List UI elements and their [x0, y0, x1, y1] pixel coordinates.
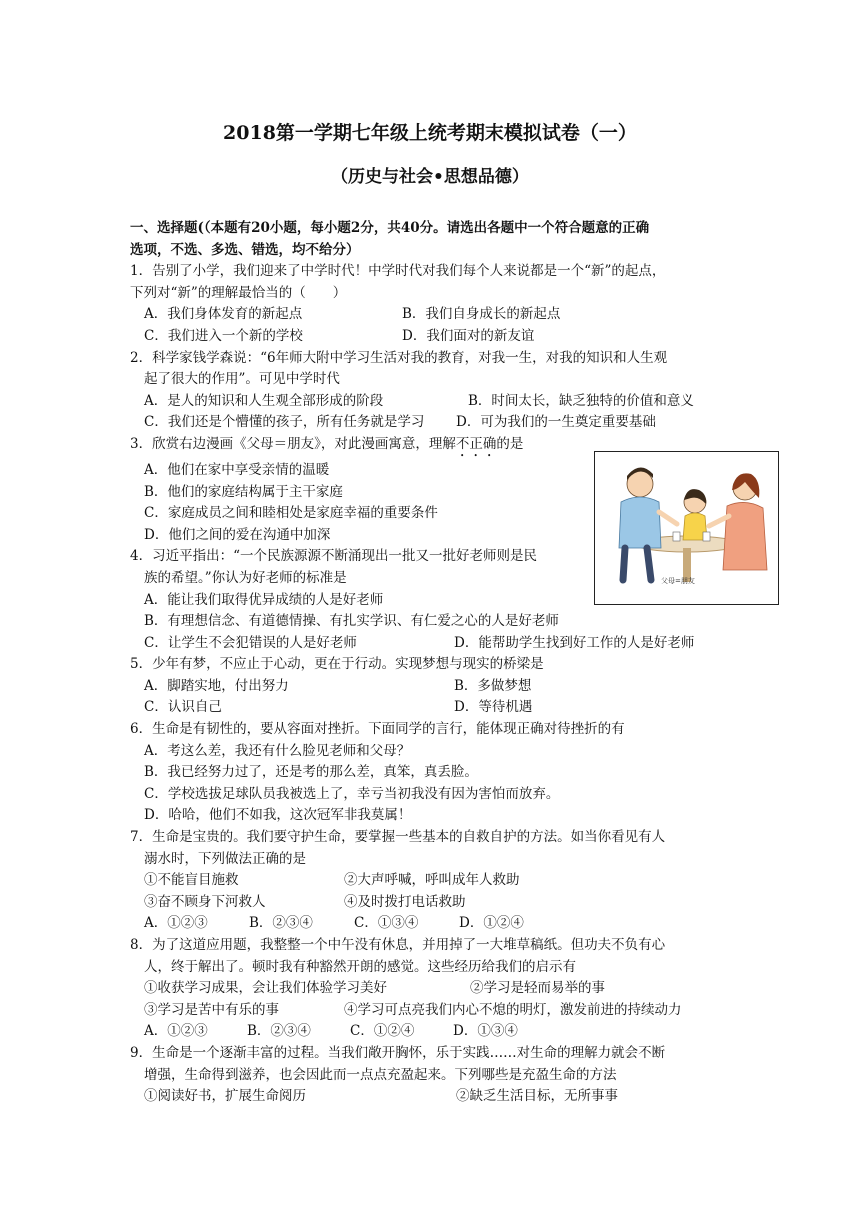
q4-option-b: B．有理想信念、有道德情操、有扎实学识、有仁爱之心的人是好老师 [144, 613, 559, 630]
q7-stem-line-1: 7．生命是宝贵的。我们要守护生命，要掌握一些基本的自救自护的方法。如当你看见有人 [130, 829, 666, 846]
q6-option-b: B．我已经努力过了，还是考的那么差，真笨，真丢脸。 [144, 764, 478, 781]
q2-option-b: B．时间太长，缺乏独特的价值和意义 [468, 392, 694, 409]
section-heading-line-1: 一、选择题(（本题有20小题，每小题2分，共40分。请选出各题中一个符合题意的正确 [130, 220, 650, 236]
section-heading-line-2: 选项，不选、多选、错选，均不给分） [130, 241, 360, 258]
q8-option-b: B．②③④ [247, 1023, 311, 1040]
q9-stem-line-2: 增强，生命得到滋养，也会因此而一点点充盈起来。下列哪些是充盈生命的方法 [144, 1066, 617, 1083]
q3-option-b: B．他们的家庭结构属于主干家庭 [144, 483, 343, 500]
q2-options-row-2 [130, 412, 740, 434]
q7-items-row-2 [130, 892, 740, 914]
q1-option-c: C．我们进入一个新的学校 [144, 327, 303, 344]
q1-options-row-2 [130, 326, 740, 348]
q4-option-d: D．能帮助学生找到好工作的人是好老师 [454, 634, 695, 651]
q1-options-row-1 [130, 304, 740, 326]
q8-stem-line-1: 8．为了这道应用题，我整整一个中午没有休息，并用掉了一大堆草稿纸。但功夫不负有心 [130, 937, 666, 953]
q7-option-c: C．①③④ [354, 915, 419, 932]
q7-item-2: ②大声呼喊，呼叫成年人救助 [344, 872, 520, 889]
q2-stem-line-1: 2．科学家钱学森说：“6年师大附中学习生活对我的教育，对我一生，对我的知识和人生观 [130, 349, 668, 366]
q3-stem-emphasis: 不正确 [455, 435, 497, 452]
q9-stem-line-1: 9．生命是一个逐渐丰富的过程。当我们敞开胸怀，乐于实践……对生命的理解力就会不断 [130, 1044, 666, 1061]
q7-option-d: D．①②④ [459, 915, 524, 932]
q1-option-a: A．我们身体发育的新起点 [144, 306, 303, 323]
q7-option-a: A．①②③ [144, 915, 208, 932]
q1-stem-line-1: 1．告别了小学，我们迎来了中学时代！中学时代对我们每个人来说都是一个“新”的起点， [130, 263, 666, 280]
q3-option-a: A．他们在家中享受亲情的温暖 [144, 461, 330, 478]
q4-option-a: A．能让我们取得优异成绩的人是好老师 [144, 591, 384, 608]
exam-title: 2018第一学期七年级上统考期末模拟试卷（一） [223, 122, 637, 144]
question-content [130, 218, 740, 1108]
q9-item-2: ②缺乏生活目标，无所事事 [456, 1088, 618, 1105]
q6-option-c: C．学校选拔足球队员我被选上了，幸亏当初我没有因为害怕而放弃。 [144, 785, 560, 802]
q4-options-row-3 [130, 633, 740, 655]
q3-stem-suffix: 的是 [496, 435, 524, 452]
q5-options-row-2 [130, 697, 740, 719]
cartoon-caption: 父母=朋友 [661, 577, 695, 585]
cartoon-figure [594, 451, 779, 605]
q7-item-4: ④及时拨打电话救助 [344, 893, 466, 910]
q7-item-1: ①不能盲目施救 [144, 872, 239, 889]
q9-item-1: ①阅读好书，扩展生命阅历 [144, 1088, 306, 1105]
q5-options-row-1 [130, 676, 740, 698]
q3-option-c: C．家庭成员之间和睦相处是家庭幸福的重要条件 [144, 505, 438, 522]
q8-item-4: ④学习可点亮我们内心不熄的明灯，激发前进的持续动力 [344, 1001, 682, 1018]
q8-option-d: D．①③④ [453, 1023, 518, 1040]
q6-option-d: D．哈哈，他们不如我，这次冠军非我莫属！ [144, 807, 412, 824]
q7-option-b: B．②③④ [249, 915, 313, 932]
q6-stem: 6．生命是有韧性的，要从容面对挫折。下面同学的言行，能体现正确对待挫折的有 [130, 721, 625, 738]
q6-option-a: A．考这么差，我还有什么脸见老师和父母？ [144, 742, 411, 759]
q7-items-row-1 [130, 870, 740, 892]
q2-option-c: C．我们还是个懵懂的孩子，所有任务就是学习 [144, 414, 425, 431]
q8-option-a: A．①②③ [144, 1023, 208, 1040]
q8-items-row-1 [130, 978, 740, 1000]
q2-option-d: D．可为我们的一生奠定重要基础 [456, 414, 656, 431]
q4-stem-line-2: 族的希望。”你认为好老师的标准是 [144, 569, 347, 586]
q5-stem: 5．少年有梦，不应止于心动，更在于行动。实现梦想与现实的桥梁是 [130, 656, 544, 673]
q8-item-1: ①收获学习成果，会让我们体验学习美好 [144, 980, 387, 997]
q5-option-a: A．脚踏实地，付出努力 [144, 677, 289, 694]
exam-subtitle: （历史与社会•思想品德） [331, 167, 529, 187]
q8-item-3: ③学习是苦中有乐的事 [144, 1001, 279, 1018]
q4-stem-line-1: 4．习近平指出：“一个民族源源不断涌现出一批又一批好老师则是民 [130, 548, 537, 565]
q8-item-2: ②学习是轻而易举的事 [470, 980, 605, 997]
q9-items-row-1 [130, 1086, 740, 1108]
q3-option-d: D．他们之间的爱在沟通中加深 [144, 526, 331, 543]
q8-answer-options [130, 1021, 740, 1043]
q5-option-d: D．等待机遇 [454, 699, 533, 716]
q2-options-row-1 [130, 391, 740, 413]
q2-stem-line-2: 起了很大的作用”。可见中学时代 [144, 371, 340, 388]
q4-option-c: C．让学生不会犯错误的人是好老师 [144, 634, 357, 651]
q8-stem-line-2: 人，终于解出了。顿时我有种豁然开朗的感觉。这些经历给我们的启示有 [144, 958, 576, 975]
q8-items-row-2 [130, 1000, 740, 1022]
q8-option-c: C．①②④ [350, 1023, 415, 1040]
q1-option-d: D．我们面对的新友谊 [402, 327, 535, 344]
q5-option-c: C．认识自己 [144, 699, 222, 716]
q7-answer-options [130, 913, 740, 935]
q2-option-a: A．是人的知识和人生观全部形成的阶段 [144, 392, 384, 409]
q5-option-b: B．多做梦想 [454, 677, 532, 694]
q1-option-b: B．我们自身成长的新起点 [402, 306, 561, 323]
q1-stem-line-2: 下列对“新”的理解最恰当的（ ） [130, 284, 347, 301]
q7-stem-line-2: 溺水时，下列做法正确的是 [144, 850, 306, 867]
q3-stem-text: 3．欣赏右边漫画《父母＝朋友》，对此漫画寓意，理解 [130, 435, 456, 452]
q7-item-3: ③奋不顾身下河救人 [144, 893, 266, 910]
